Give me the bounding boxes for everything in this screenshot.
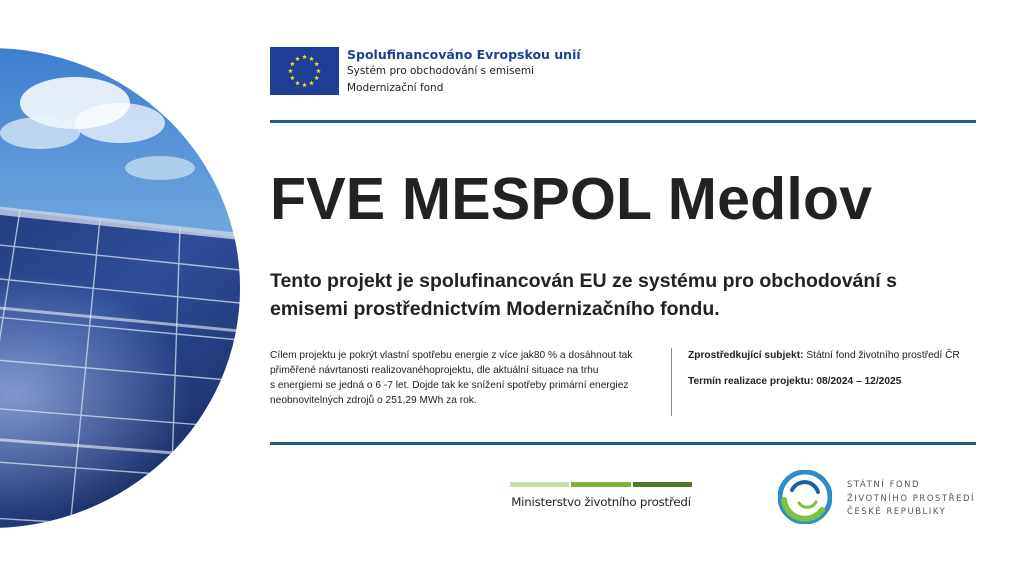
eu-star-icon [309,56,314,61]
eu-fund-line: Modernizační fond [347,82,444,94]
description-line: přiměřené návrtanosti realizovanéhoprojektu, dle aktuální situace na trhu [270,365,599,376]
eu-star-icon [290,61,295,66]
term-value: 08/2024 – 12/2025 [816,376,902,387]
sfzp-line: ČESKÉ REPUBLIKY [847,506,947,516]
term-info [688,375,901,389]
ministry-bar-dark [633,482,692,487]
eu-star-icon [316,68,321,73]
project-description [270,348,665,408]
solar-panel-image [0,48,240,528]
eu-star-icon [314,61,319,66]
ministry-logo [510,482,692,509]
bottom-divider [270,442,976,445]
sfzp-line: STÁTNÍ FOND [847,479,921,489]
eu-star-icon [290,75,295,80]
intermediary-value: Státní fond životního prostředí ČR [806,350,960,361]
eu-title: Spolufinancováno Evropskou unií [347,47,581,62]
ministry-name: Ministerstvo životního prostředí [511,495,691,509]
top-divider [270,120,976,123]
description-line: Cílem projektu je pokrýt vlastní spotřebu energie z více jak80 % a dosáhnout tak [270,350,633,361]
eu-star-icon [288,68,293,73]
eu-cofunding-header [270,47,581,97]
eu-star-icon [302,82,307,87]
eu-star-icon [309,81,314,86]
sfzp-line: ŽIVOTNÍHO PROSTŘEDÍ [847,492,976,503]
eu-star-icon [314,75,319,80]
project-title: FVE MESPOL Medlov [270,166,873,232]
description-line: s energiemi se jedná o 6 -7 let. Dojde tak ke snížení spotřeby primární energiez [270,380,629,391]
eu-star-icon [295,56,300,61]
vertical-divider [671,348,672,416]
solar-panel-photo [0,48,240,528]
intermediary-label: Zprostředkující subjekt: [688,350,804,361]
eu-flag-icon [270,47,339,95]
intermediary-info [688,349,960,363]
description-line: neobnovitelných zdrojů o 251,29 MWh za rok. [270,395,477,406]
project-subtitle: Tento projekt je spolufinancován EU ze systému pro obchodování s emisemi prostřednictvím Modernizačního fondu. [270,270,897,320]
term-label: Termín realizace projektu: [688,376,814,387]
ministry-bar-mid [571,482,630,487]
eu-text-block [347,47,581,97]
ministry-color-bars [510,482,692,487]
eu-star-icon [302,54,307,59]
ministry-bar-light [510,482,569,487]
eu-program-line: Systém pro obchodování s emisemi [347,65,535,77]
sfzp-logo-icon [778,470,832,524]
sfzp-name [847,478,975,519]
eu-star-icon [295,81,300,86]
